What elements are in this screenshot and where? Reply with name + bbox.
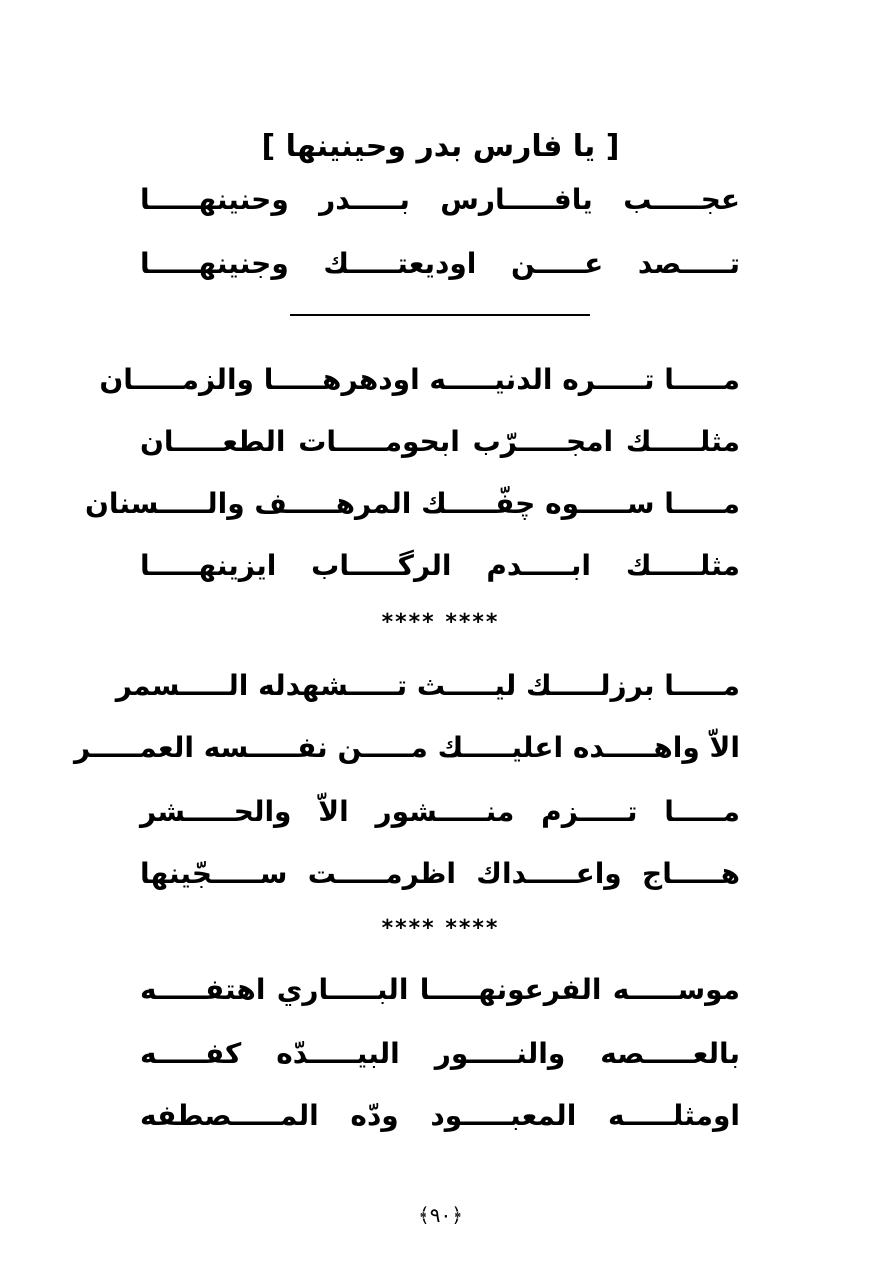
- verse-line: موســـــه الفرعونهـــــا البـــــاري اهتفـــــه: [140, 973, 740, 1006]
- verse-line: بالعـــــصه والنـــــور البيـــــدّه كفـــــه: [140, 1037, 740, 1070]
- stanza-separator: **** ****: [381, 610, 500, 635]
- verse-line: مـــــا تـــــره الدنيـــــه اودهرهـــــا والزمـــــان: [99, 363, 740, 396]
- verse-line: مـــــا ســـــوه چفّـــــك المرهـــــف والـــــسنان: [84, 487, 740, 520]
- stanza-separator: **** ****: [381, 916, 500, 941]
- verse-line: مـــــا برزلـــــك ليـــــث تـــــشهدله الـــــسمر: [115, 669, 740, 702]
- verse-line: هـــــاج واعـــــداك اظرمـــــت ســـــجّينها: [140, 857, 740, 890]
- verse-line: مـــــا تـــــزم منـــــشور الاّ والحـــــشر: [140, 795, 740, 828]
- section-divider: [290, 314, 590, 316]
- page-number: ﴿٩٠﴾: [418, 1203, 463, 1227]
- verse-line: عجـــــب يافـــــارس بـــــدر وحنينهـــــا: [140, 183, 740, 216]
- verse-line: اومثلـــــه المعبـــــود ودّه المـــــصطفه: [140, 1099, 740, 1132]
- verse-line: الاّ واهـــــده اعليـــــك مـــــن نفـــــسه العمـــــر: [74, 731, 740, 764]
- poem-title: [ يا فارس بدر وحينينها ]: [261, 129, 620, 164]
- verse-line: تـــــصد عـــــن اوديعتـــــك وجنينهـــــا: [140, 247, 740, 280]
- verse-line: مثلـــــك امجـــــرّب ابحومـــــات الطعـــــان: [140, 425, 740, 458]
- verse-line: مثلـــــك ابـــــدم الرگـــــاب ايزينهـــــا: [140, 549, 740, 582]
